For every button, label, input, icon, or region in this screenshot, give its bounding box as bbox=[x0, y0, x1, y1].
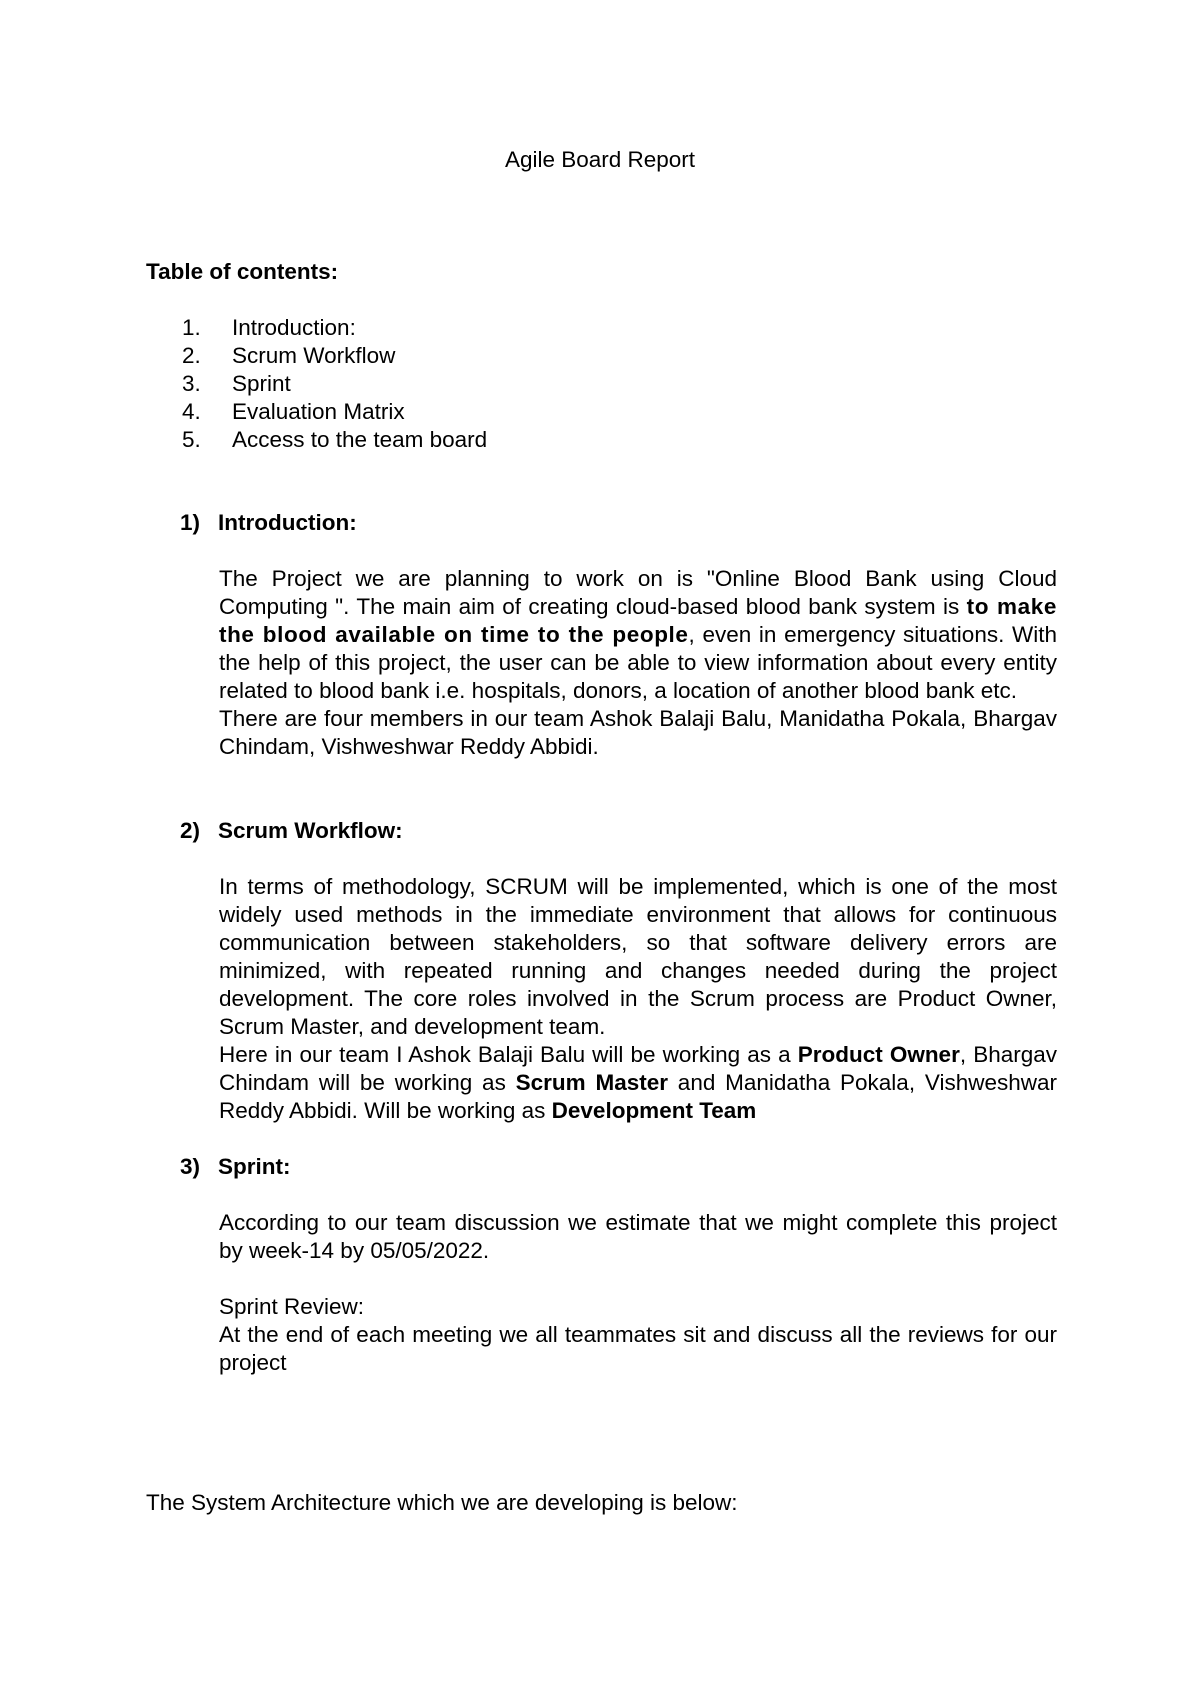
emphasis-text: to make the blood available on time to the people bbox=[219, 594, 1057, 647]
section-title: Sprint: bbox=[218, 1154, 291, 1179]
toc-item-number: 3. bbox=[182, 371, 201, 396]
team-members-paragraph: There are four members in our team Ashok Balaji Balu, Manidatha Pokala, Bhargav Chindam, Vishweshwar Reddy Abbidi. bbox=[219, 706, 1057, 759]
paragraph-text: and Manidatha Pokala, Vishweshwar Reddy Abbidi. Will be working as bbox=[219, 1070, 1058, 1123]
section-number: 1) bbox=[180, 510, 201, 535]
paragraph-text: Here in our team I Ashok Balaji Balu will be working as a bbox=[219, 1042, 798, 1067]
toc-item-label: Access to the team board bbox=[232, 427, 488, 452]
paragraph-text: The Project we are planning to work on is "Online Blood Bank using Cloud Computing ". The main aim of creating cloud-based blood bank system is bbox=[219, 566, 1057, 619]
methodology-paragraph: In terms of methodology, SCRUM will be implemented, which is one of the most widely used methods in the immediate environment that allows for continuous communication between stakeholders, so that software delivery errors are minimized, with repeated running and changes needed during the project development. The core roles involved in the Scrum process are Product Owner, Scrum Master, and development team. bbox=[219, 874, 1057, 1039]
section-body-scrum-workflow bbox=[219, 873, 1057, 1125]
toc-item-number: 4. bbox=[182, 399, 201, 424]
toc-item bbox=[146, 398, 487, 426]
toc-item-number: 1. bbox=[182, 315, 201, 340]
sprint-review-label: Sprint Review: bbox=[219, 1294, 365, 1319]
toc-item-label: Scrum Workflow bbox=[232, 343, 396, 368]
estimate-paragraph: According to our team discussion we estimate that we might complete this project by week-14 by 05/05/2022. bbox=[219, 1210, 1057, 1263]
toc-item-number: 5. bbox=[182, 427, 201, 452]
section-heading-scrum-workflow bbox=[180, 817, 403, 845]
section-title: Scrum Workflow: bbox=[218, 818, 403, 843]
architecture-line: The System Architecture which we are developing is below: bbox=[146, 1490, 738, 1515]
section-body-introduction bbox=[219, 565, 1057, 761]
paragraph-text: , Bhargav Chindam will be working as bbox=[219, 1042, 1057, 1095]
roles-paragraph bbox=[219, 1041, 1057, 1125]
introduction-paragraph bbox=[219, 565, 1057, 705]
section-heading-introduction bbox=[180, 509, 357, 537]
toc-item-number: 2. bbox=[182, 343, 201, 368]
section-number: 2) bbox=[180, 818, 201, 843]
spacer bbox=[219, 1265, 1057, 1293]
role-scrum-master: Scrum Master bbox=[515, 1070, 668, 1095]
role-product-owner: Product Owner bbox=[797, 1042, 960, 1067]
toc-item bbox=[146, 426, 487, 454]
paragraph-text: , even in emergency situations. With the help of this project, the user can be able to view information about every entity related to blood bank i.e. hospitals, donors, a location of another blood bank etc. bbox=[219, 622, 1057, 703]
sprint-review-paragraph: At the end of each meeting we all teammates sit and discuss all the reviews for our project bbox=[219, 1322, 1057, 1375]
toc-item-label: Evaluation Matrix bbox=[232, 399, 405, 424]
document-title: Agile Board Report bbox=[504, 147, 696, 172]
toc-item-label: Introduction: bbox=[232, 315, 356, 340]
toc-item bbox=[146, 314, 487, 342]
section-heading-sprint bbox=[180, 1153, 291, 1181]
toc-heading: Table of contents: bbox=[146, 259, 339, 284]
toc-item bbox=[146, 370, 487, 398]
toc-list bbox=[146, 314, 487, 454]
section-body-sprint bbox=[219, 1209, 1057, 1377]
section-number: 3) bbox=[180, 1154, 201, 1179]
toc-item bbox=[146, 342, 487, 370]
section-title: Introduction: bbox=[218, 510, 357, 535]
toc-item-label: Sprint bbox=[232, 371, 291, 396]
role-development-team: Development Team bbox=[551, 1098, 757, 1123]
